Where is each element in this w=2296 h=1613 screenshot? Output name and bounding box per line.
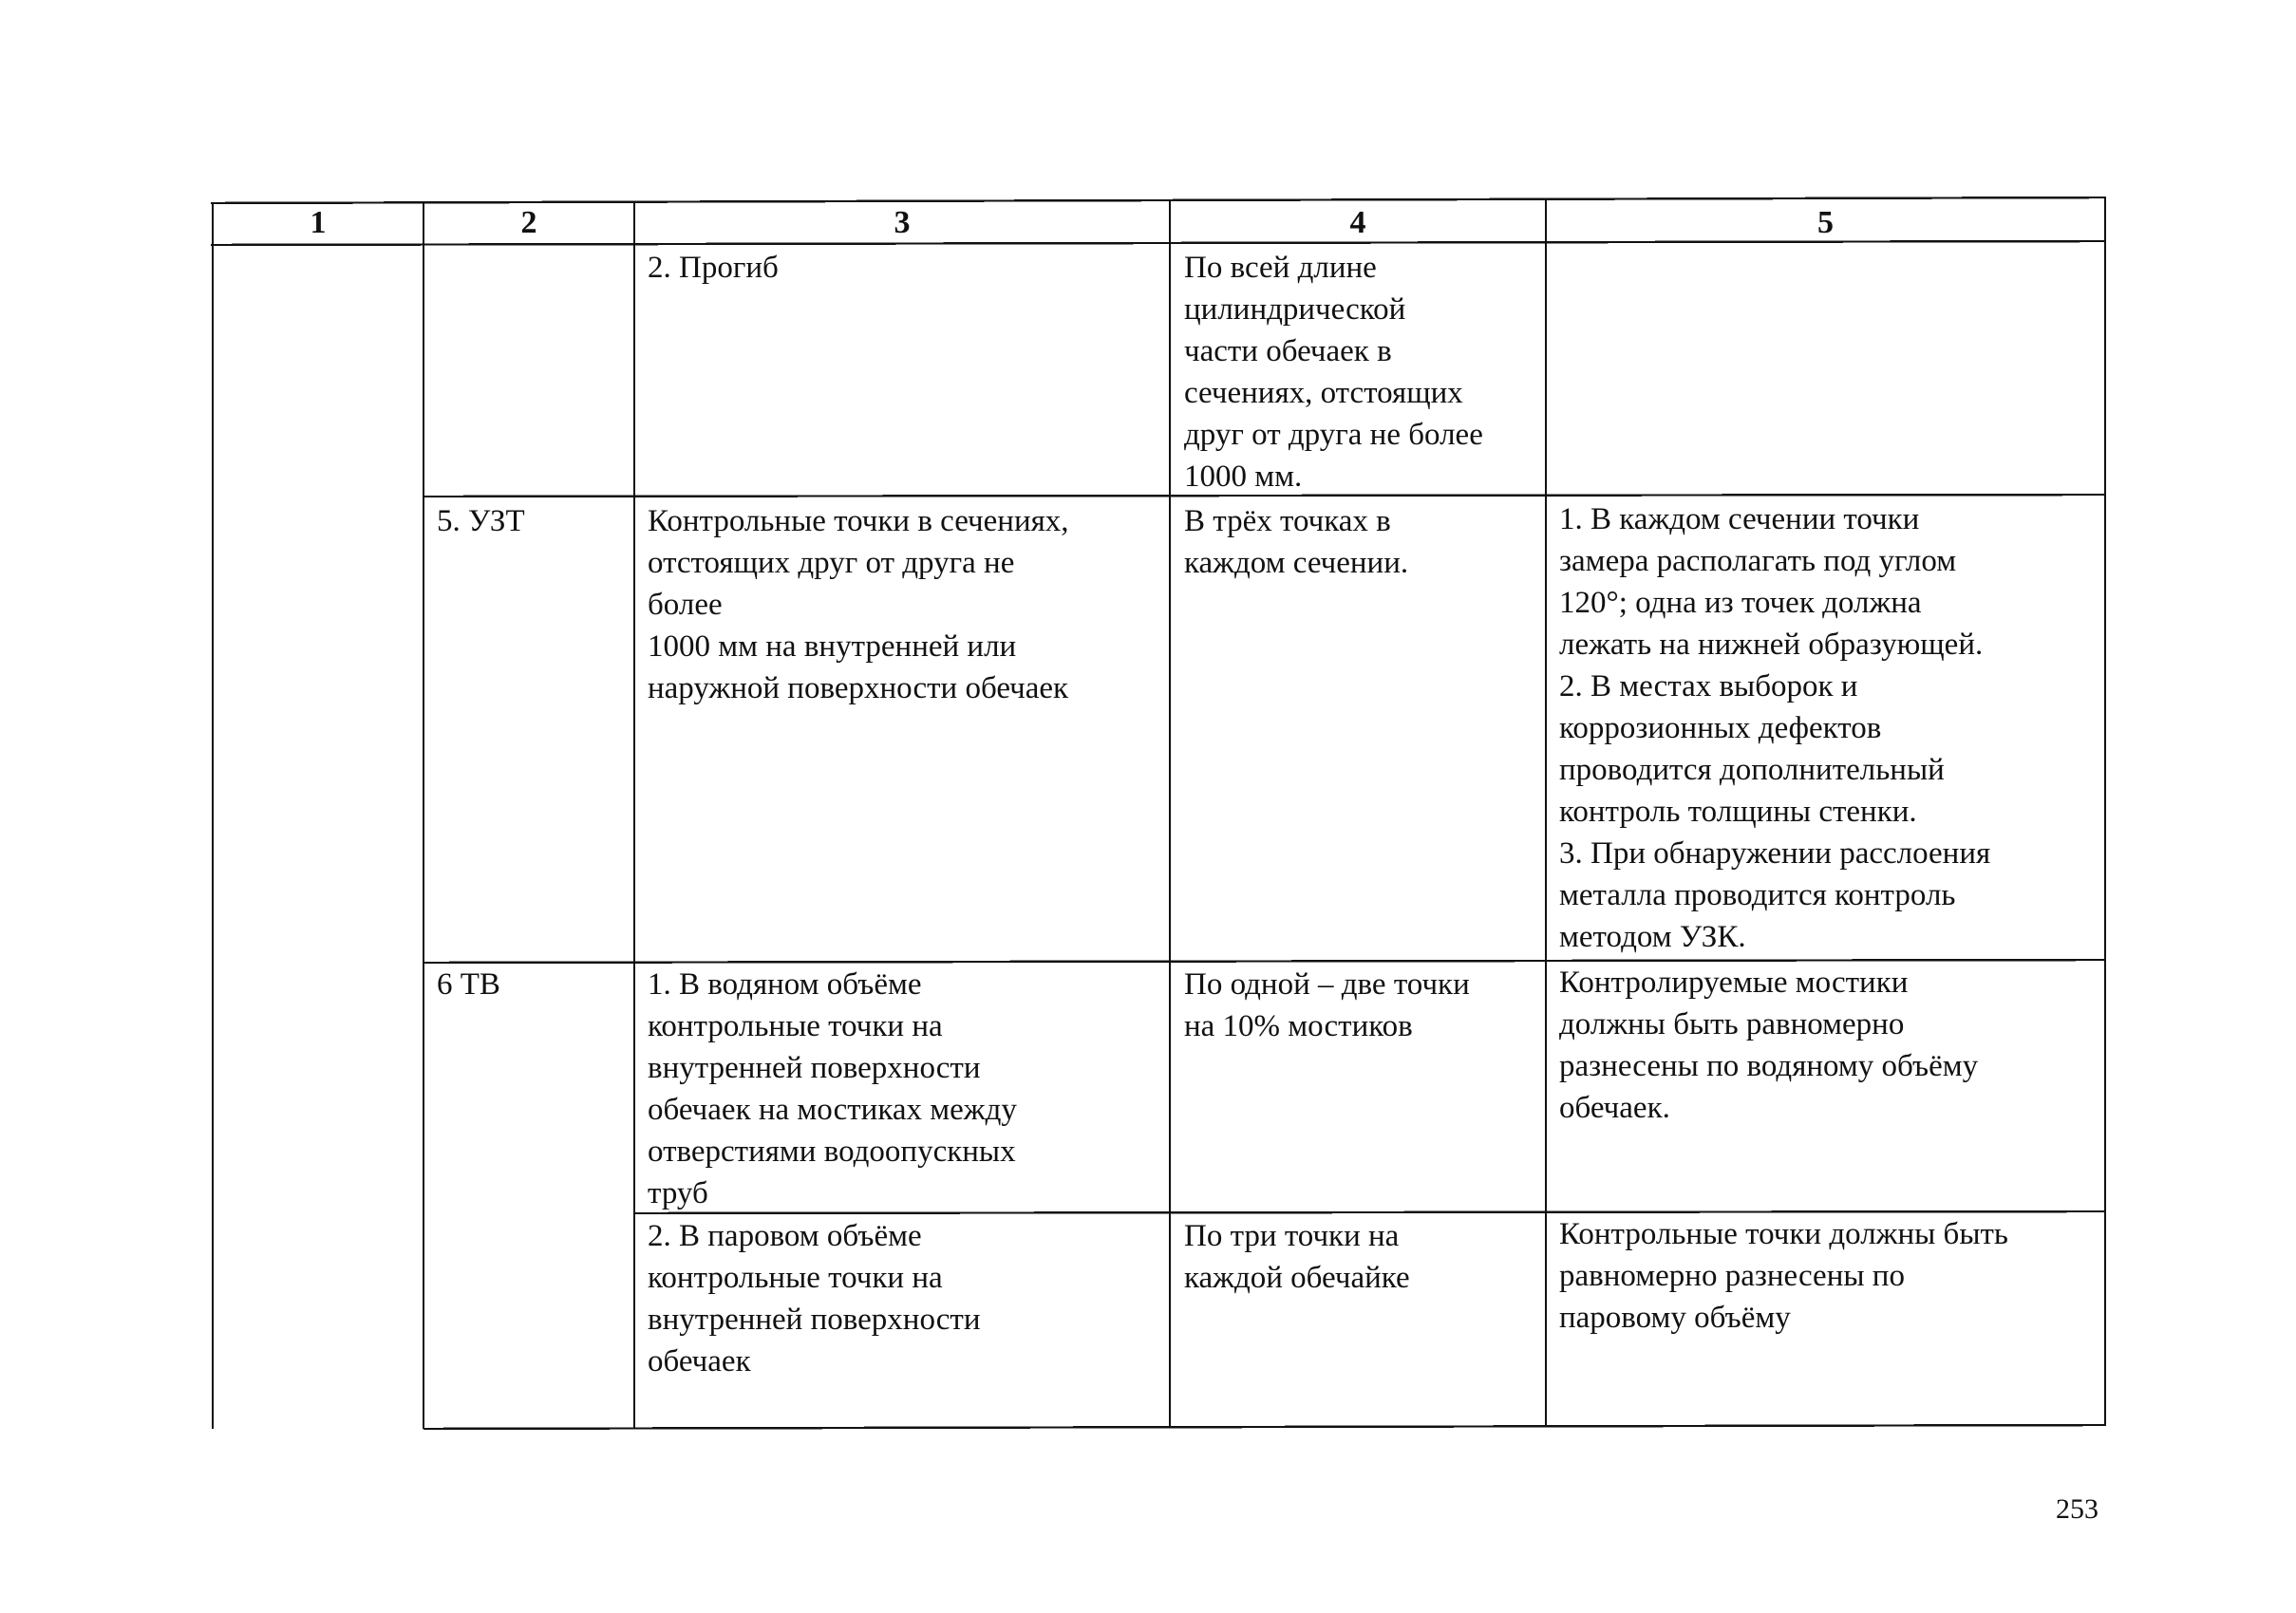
row2-notes: 1. В каждом сечении точки замера располагать под углом 120°; одна из точек должна лежать на нижней образующей. 2. В местах выборок и коррозионных дефектов проводится дополнительный контроль толщины стенки. 3. При обнаружении расслоения металла проводится контроль методом УЗК. — [1559, 502, 1991, 954]
header-col-1: 1 — [310, 205, 327, 240]
row2-location: Контрольные точки в сечениях, отстоящих друг от друга не более 1000 мм на внутренней или наружной поверхности обечаек — [648, 504, 1069, 705]
header-col-3: 3 — [894, 205, 911, 240]
row3-location: 1. В водяном объёме контрольные точки на внутренней поверхности обечаек на мостиках между отверстиями водоопускных труб — [648, 967, 1017, 1210]
row4-points: По три точки на каждой обечайке — [1184, 1219, 1410, 1295]
header-col-4: 4 — [1349, 205, 1366, 240]
table-top-border — [211, 197, 2106, 203]
row4-location: 2. В паровом объёме контрольные точки на внутренней поверхности обечаек — [648, 1219, 981, 1379]
header-col-2: 2 — [520, 205, 537, 240]
row4-notes: Контрольные точки должны быть равномерно разнесены по паровому объёму — [1559, 1217, 2008, 1335]
header-bottom-border — [211, 241, 2106, 245]
row1-points: По всей длине цилиндрической части обечаек в сечениях, отстоящих друг от друга не более 1000 мм. — [1184, 251, 1483, 494]
row2-points: В трёх точках в каждом сечении. — [1184, 504, 1409, 580]
header-col-5: 5 — [1817, 205, 1834, 240]
page-number: 253 — [2056, 1493, 2098, 1525]
row2-method: 5. УЗТ — [437, 504, 525, 538]
row3-points: По одной – две точки на 10% мостиков — [1184, 967, 1470, 1043]
row1-location: 2. Прогиб — [648, 251, 779, 285]
table-bottom-border — [423, 1425, 2106, 1429]
row3-notes: Контролируемые мостики должны быть равномерно разнесены по водяному объёму обечаек. — [1559, 966, 1979, 1125]
row3-method: 6 ТВ — [437, 967, 500, 1002]
